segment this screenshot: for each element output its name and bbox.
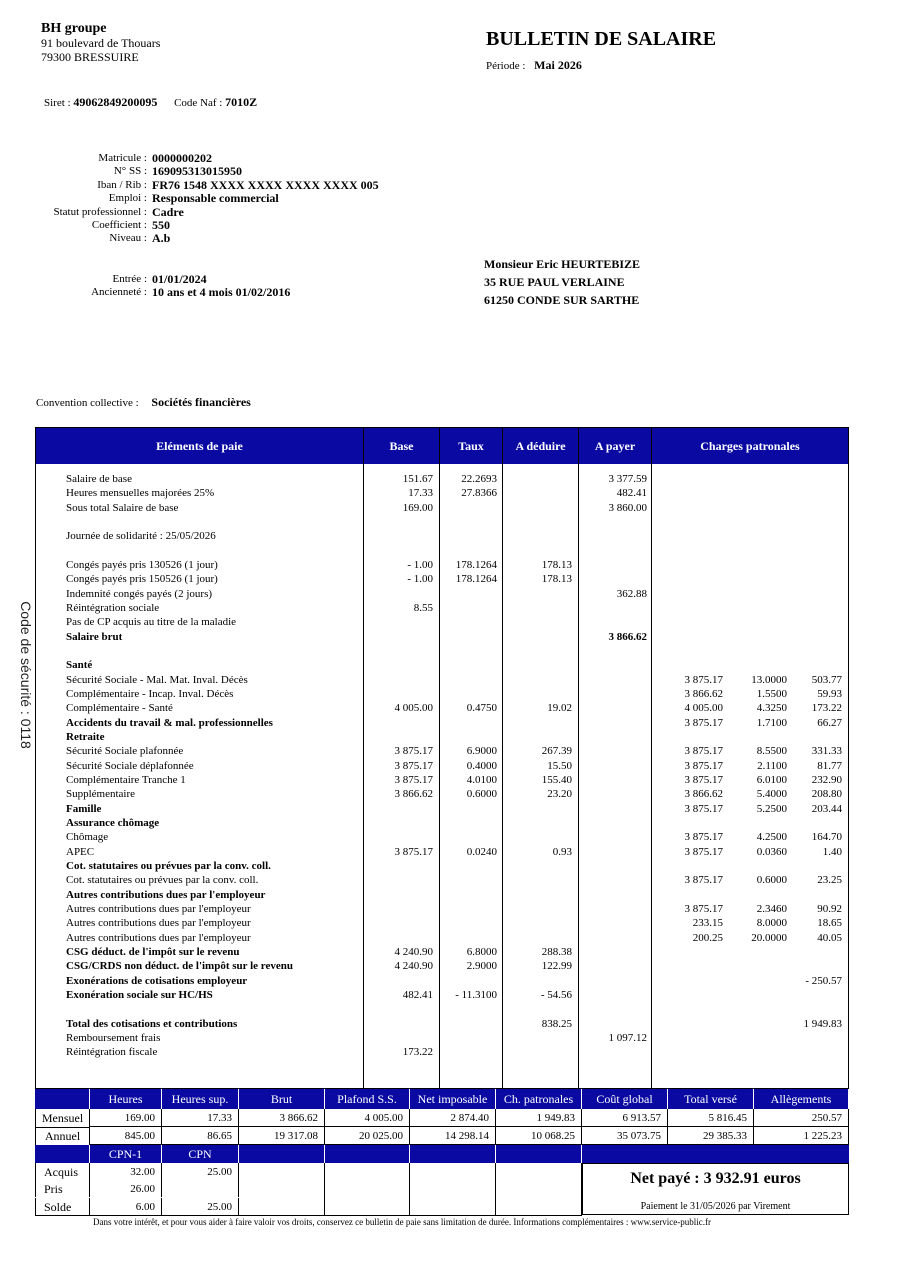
payslip-cell-taux: 6.9000 (466, 745, 497, 758)
payslip-cell-base: 17.33 (408, 487, 433, 500)
payslip-cell-base: 4 005.00 (394, 702, 433, 715)
payslip-cell-pb: 3 875.17 (684, 673, 723, 686)
payslip-row (36, 888, 848, 902)
payslip-cell-pay: 3 866.62 (608, 630, 647, 643)
employee-field-row (0, 192, 500, 205)
payslip-row (36, 1031, 848, 1045)
payslip-cell-pm: - 250.57 (805, 974, 842, 987)
payslip-cell-ded: - 54.56 (540, 988, 572, 1001)
payslip-cell-pb: 4 005.00 (684, 702, 723, 715)
payslip-row-label: Supplémentaire (66, 788, 136, 801)
payslip-cell-ded: 267.39 (541, 745, 572, 758)
payslip-row (36, 945, 848, 959)
payslip-row (36, 644, 848, 658)
periode-value: Mai 2026 (534, 58, 582, 72)
summary-cell: 3 866.62 (239, 1109, 325, 1127)
payslip-row-label: Salaire de base (66, 473, 132, 485)
cp-band-divider (324, 1145, 325, 1163)
cp-cell: 32.00 (90, 1163, 162, 1180)
summary-cell: 86.65 (162, 1127, 239, 1145)
payslip-cell-taux: - 11.3100 (455, 988, 497, 1001)
payslip-cell-pb: 3 875.17 (684, 831, 723, 844)
payslip-row-label: Cot. statutaires ou prévues par la conv. coll. (66, 874, 259, 887)
payslip-cell-pt: 4.2500 (756, 831, 787, 844)
payslip-cell-pm: 173.22 (811, 702, 842, 715)
payslip-cell-pb: 233.15 (692, 917, 723, 930)
payslip-cell-ded: 178.13 (541, 558, 572, 571)
payslip-cell-pt: 1.5500 (756, 687, 787, 700)
payslip-row (36, 845, 848, 859)
summary-cell: 1 949.83 (496, 1109, 582, 1127)
payslip-cell-taux: 178.1264 (455, 558, 497, 571)
employee-field-value: FR76 1548 XXXX XXXX XXXX XXXX 005 (152, 177, 379, 192)
payslip-row (36, 816, 848, 830)
date-field-label: Ancienneté : (91, 286, 147, 299)
payslip-row (36, 787, 848, 801)
payslip-row-label: Sécurité Sociale déplafonnée (66, 759, 194, 772)
payslip-cell-pay: 482.41 (616, 487, 647, 500)
payslip-cell-pb: 3 866.62 (684, 788, 723, 801)
payslip-row (36, 486, 848, 500)
payslip-row (36, 744, 848, 758)
payslip-row (36, 587, 848, 601)
payslip-cell-pt: 4.3250 (756, 702, 787, 715)
header-base: Base (389, 439, 414, 453)
cp-band-divider (238, 1145, 239, 1163)
payslip-cell-base: 3 866.62 (394, 788, 433, 801)
summary-cell: 29 385.33 (668, 1127, 754, 1145)
recipient-address (484, 255, 640, 309)
cp-header: CPN (162, 1145, 238, 1163)
cp-band-divider (581, 1145, 582, 1163)
summary-cell: 250.57 (754, 1109, 849, 1127)
summary-header: Allègements (754, 1089, 848, 1109)
payslip-cell-base: 482.41 (402, 988, 433, 1001)
employee-field-label: Iban / Rib : (97, 178, 147, 191)
payslip-row-label: Santé (66, 659, 93, 672)
employee-dates (0, 273, 500, 300)
cp-empty-cell (239, 1163, 325, 1216)
payslip-cell-pb: 3 875.17 (684, 802, 723, 815)
payslip-cell-base: 4 240.90 (394, 960, 433, 973)
payslip-row-label: Congés payés pris 130526 (1 jour) (66, 558, 218, 571)
employee-field-row (0, 206, 500, 219)
payslip-cell-ded: 155.40 (541, 773, 572, 786)
payslip-cell-pb: 3 875.17 (684, 902, 723, 915)
summary-cell: 5 816.45 (668, 1109, 754, 1127)
cp-band-divider (161, 1145, 162, 1163)
payslip-row (36, 873, 848, 887)
payslip-row (36, 1002, 848, 1016)
employee-field-label: N° SS : (113, 165, 147, 178)
recipient-city: 61250 CONDE SUR SARTHE (484, 293, 640, 307)
payslip-row-label: Exonération sociale sur HC/HS (66, 988, 213, 1001)
summary-cell: 6 913.57 (582, 1109, 668, 1127)
payslip-row (36, 630, 848, 644)
payslip-cell-pb: 3 875.17 (684, 773, 723, 786)
payslip-cell-pt: 2.3460 (756, 902, 787, 915)
payslip-row (36, 501, 848, 515)
payslip-cell-base: 8.55 (413, 601, 433, 614)
payslip-row (36, 529, 848, 543)
summary-cell: 1 225.23 (754, 1127, 849, 1145)
payslip-row-label: Réintégration sociale (66, 601, 160, 614)
payslip-cell-base: - 1.00 (407, 558, 433, 571)
summary-header: Plafond S.S. (325, 1089, 409, 1109)
cp-band-divider (89, 1145, 90, 1163)
payslip-cell-ded: 178.13 (541, 573, 572, 586)
security-code (16, 595, 36, 755)
employee-field-row (0, 165, 500, 178)
periode-label: Période : (486, 60, 526, 72)
payslip-cell-ded: 23.20 (547, 788, 572, 801)
payslip-cell-base: - 1.00 (407, 573, 433, 586)
payslip-cell-pm: 23.25 (817, 874, 842, 887)
payslip-row-label: Retraite (66, 730, 105, 743)
payslip-row-label: Indemnité congés payés (2 jours) (66, 587, 213, 600)
payslip-row-label: CSG déduct. de l'impôt sur le revenu (66, 945, 240, 958)
cp-row-label: Acquis (35, 1163, 90, 1180)
payslip-cell-pt: 0.0360 (756, 845, 787, 858)
payslip-cell-ded: 288.38 (541, 945, 572, 958)
cp-cell: 26.00 (90, 1180, 162, 1197)
employee-field-label: Niveau : (109, 232, 147, 245)
periode (486, 58, 582, 73)
employee-field-label: Matricule : (98, 152, 147, 164)
payslip-row (36, 687, 848, 701)
date-field-label: Entrée : (112, 273, 147, 285)
footer-note: Dans votre intérêt, et pour vous aider à faire valoir vos droits, conservez ce bulletin de paie sans limitation de durée. Informations complémentaires : www.service-public.fr (93, 1217, 711, 1227)
payslip-cell-pm: 232.90 (811, 773, 842, 786)
payslip-cell-base: 169.00 (402, 501, 433, 514)
summary-header: Heures (90, 1089, 161, 1109)
payslip-row (36, 601, 848, 615)
summary-cell: 169.00 (90, 1109, 162, 1127)
payslip-cell-pm: 66.27 (817, 716, 842, 729)
employee-field-value: Responsable commercial (152, 191, 279, 206)
payslip-row-label: Sécurité Sociale plafonnée (66, 745, 184, 758)
summary-row-label: Annuel (35, 1127, 90, 1146)
header-elements: Eléments de paie (156, 439, 243, 453)
net-pay: Net payé : 3 932.91 euros (630, 1170, 801, 1187)
payslip-row-label: APEC (66, 845, 95, 858)
summary-cell: 17.33 (162, 1109, 239, 1127)
summary-header: Brut (239, 1089, 324, 1109)
payslip-row (36, 1017, 848, 1031)
cp-band-divider (495, 1145, 496, 1163)
company-address-1: 91 boulevard de Thouars (41, 36, 161, 50)
payslip-row (36, 988, 848, 1002)
employee-field-value: 550 (152, 217, 170, 232)
summary-cell: 2 874.40 (410, 1109, 496, 1127)
payslip-cell-pm: 203.44 (811, 802, 842, 815)
date-field-row (0, 273, 500, 286)
payslip-row-label: Autres contributions dues par l'employeur (66, 917, 251, 930)
header-taux: Taux (458, 439, 484, 453)
payslip-cell-taux: 27.8366 (461, 487, 497, 500)
payslip-row (36, 572, 848, 586)
payslip-row-label: Complémentaire Tranche 1 (66, 773, 186, 786)
payslip-cell-ded: 19.02 (547, 702, 572, 715)
payslip-row-label: Chômage (66, 831, 109, 844)
cp-empty-cell (496, 1163, 582, 1216)
payslip-cell-taux: 0.0240 (466, 845, 497, 858)
payslip-cell-taux: 4.0100 (466, 773, 497, 786)
payslip-row-label: Autres contributions dues par l'employeur (66, 888, 266, 901)
payslip-row (36, 615, 848, 629)
recipient-street: 35 RUE PAUL VERLAINE (484, 275, 625, 289)
payslip-cell-pb: 3 875.17 (684, 845, 723, 858)
summary-header-blank (35, 1089, 89, 1109)
payslip-cell-pt: 20.0000 (751, 931, 787, 944)
payslip-row (36, 759, 848, 773)
payslip-row-label: Réintégration fiscale (66, 1046, 158, 1059)
summary-cell: 19 317.08 (239, 1127, 325, 1145)
payslip-cell-ded: 0.93 (552, 845, 572, 858)
payslip-cell-pt: 2.1100 (757, 759, 787, 772)
payslip-cell-pm: 40.05 (817, 931, 842, 944)
payslip-row-label: Cot. statutaires ou prévues par la conv. coll. (66, 859, 271, 872)
payslip-row-label: Exonérations de cotisations employeur (66, 974, 248, 987)
payslip-row-label: Sécurité Sociale - Mal. Mat. Inval. Décès (66, 673, 248, 686)
payslip-cell-base: 173.22 (402, 1046, 433, 1059)
header-charges: Charges patronales (700, 439, 800, 453)
payslip-cell-pb: 3 875.17 (684, 745, 723, 758)
security-code-text: Code de sécurité : 0118 (18, 601, 34, 749)
cp-cell (162, 1180, 239, 1197)
employee-field-row (0, 219, 500, 232)
payslip-cell-taux: 0.4750 (466, 702, 497, 715)
cp-band-divider (409, 1145, 410, 1163)
payslip-cell-pt: 13.0000 (751, 673, 787, 686)
employee-field-row (0, 152, 500, 165)
payslip-row (36, 701, 848, 715)
payslip-table-header (36, 428, 848, 464)
summary-header: Net imposable (410, 1089, 495, 1109)
payslip-cell-taux: 22.2693 (461, 473, 497, 485)
company-name: BH groupe (41, 21, 107, 36)
payslip-cell-pay: 3 377.59 (608, 473, 647, 485)
payslip-cell-pb: 3 875.17 (684, 874, 723, 887)
payslip-row-label: Salaire brut (66, 630, 123, 643)
convention-label: Convention collective : (36, 397, 139, 409)
payslip-cell-pb: 3 875.17 (684, 759, 723, 772)
payslip-cell-pb: 3 866.62 (684, 687, 723, 700)
payslip-cell-pt: 1.7100 (756, 716, 787, 729)
convention-collective (36, 395, 251, 410)
payslip-cell-ded: 122.99 (541, 960, 572, 973)
summary-cell: 845.00 (90, 1127, 162, 1145)
payslip-cell-pm: 331.33 (811, 745, 842, 758)
payslip-row (36, 859, 848, 873)
employee-field-value: Cadre (152, 204, 184, 219)
payslip-row (36, 830, 848, 844)
payslip-row-label: Total des cotisations et contributions (66, 1017, 238, 1030)
net-pay-box (582, 1163, 849, 1215)
summary-cell: 10 068.25 (496, 1127, 582, 1145)
payslip-row-label: Assurance chômage (66, 816, 160, 829)
payslip-row (36, 916, 848, 930)
payslip-row (36, 558, 848, 572)
convention-value: Sociétés financières (151, 395, 251, 409)
employee-field-value: 169095313015950 (152, 164, 242, 179)
payslip-row-label: Accidents du travail & mal. professionnelles (66, 716, 273, 729)
payslip-cell-pt: 0.6000 (756, 874, 787, 887)
payslip-cell-ded: 15.50 (547, 759, 572, 772)
payslip-cell-taux: 2.9000 (466, 960, 497, 973)
cp-empty-cell (325, 1163, 410, 1216)
payslip-cell-base: 3 875.17 (394, 745, 433, 758)
payslip-cell-base: 3 875.17 (394, 845, 433, 858)
payslip-cell-pt: 5.2500 (756, 802, 787, 815)
payslip-row-label: Journée de solidarité : 25/05/2026 (66, 530, 216, 543)
company-address-2: 79300 BRESSUIRE (41, 50, 139, 64)
payslip-cell-base: 3 875.17 (394, 759, 433, 772)
payslip-row (36, 773, 848, 787)
payslip-cell-pt: 8.0000 (756, 917, 787, 930)
siret-value: 49062849200095 (73, 95, 158, 109)
payslip-row-label: Autres contributions dues par l'employeur (66, 902, 251, 915)
payslip-cell-taux: 178.1264 (455, 573, 497, 586)
payslip-cell-pt: 8.5500 (756, 745, 787, 758)
employee-field-value: A.b (152, 231, 171, 246)
payslip-row (36, 974, 848, 988)
summary-header: Coût global (582, 1089, 667, 1109)
summary-cell: 14 298.14 (410, 1127, 496, 1145)
payslip-cell-pm: 164.70 (811, 831, 842, 844)
payslip-row-label: Autres contributions dues par l'employeur (66, 931, 251, 944)
employee-info (0, 152, 500, 246)
payslip-row (36, 802, 848, 816)
payslip-row (36, 515, 848, 529)
payslip-row-label: Remboursement frais (66, 1031, 161, 1044)
payslip-cell-pb: 3 875.17 (684, 716, 723, 729)
employee-field-value: 0000000202 (152, 151, 212, 165)
payslip-row-label: Congés payés pris 150526 (1 jour) (66, 573, 218, 586)
cp-cell: 25.00 (162, 1198, 239, 1216)
payslip-cell-taux: 0.6000 (466, 788, 497, 801)
payslip-cell-pay: 362.88 (616, 587, 647, 600)
payslip-cell-pm: 18.65 (817, 917, 842, 930)
payslip-row (36, 544, 848, 558)
company-ids (44, 95, 257, 110)
payslip-row (36, 730, 848, 744)
payment-info: Paiement le 31/05/2026 par Virement (640, 1201, 791, 1212)
payslip-row-label: Famille (66, 802, 102, 815)
summary-cell: 35 073.75 (582, 1127, 668, 1145)
payslip-row (36, 658, 848, 672)
payslip-row (36, 472, 848, 486)
employee-field-label: Coefficient : (91, 218, 147, 231)
payslip-row (36, 959, 848, 973)
payslip-row-label: Sous total Salaire de base (66, 501, 179, 514)
payslip-row-label: Pas de CP acquis au titre de la maladie (66, 616, 237, 629)
payslip-cell-base: 151.67 (402, 473, 433, 485)
payslip-cell-pt: 5.4000 (756, 788, 787, 801)
date-field-row (0, 286, 500, 299)
payslip-cell-pm: 81.77 (817, 759, 842, 772)
payslip-cell-base: 3 875.17 (394, 773, 433, 786)
naf-value: 7010Z (225, 95, 258, 109)
payslip-cell-pb: 200.25 (692, 931, 723, 944)
naf-label: Code Naf : (174, 97, 223, 109)
payslip-row (36, 931, 848, 945)
payslip-cell-pm: 1.40 (822, 845, 842, 858)
header-deduire: A déduire (515, 439, 566, 453)
payslip-cell-base: 4 240.90 (394, 945, 433, 958)
summary-header: Heures sup. (162, 1089, 238, 1109)
siret-label: Siret : (44, 97, 71, 109)
payslip-cell-taux: 6.8000 (466, 945, 497, 958)
summary-header: Total versé (668, 1089, 753, 1109)
summary-row-label: Mensuel (35, 1109, 90, 1128)
payslip-cell-ded: 838.25 (541, 1017, 572, 1030)
summary-cell: 20 025.00 (325, 1127, 410, 1145)
header-payer: A payer (594, 439, 636, 453)
date-field-value: 10 ans et 4 mois 01/02/2016 (152, 285, 291, 300)
payslip-table (35, 427, 849, 1089)
payslip-cell-pt: 6.0100 (756, 773, 787, 786)
payslip-row (36, 716, 848, 730)
cp-empty-cell (410, 1163, 496, 1216)
summary-cell: 4 005.00 (325, 1109, 410, 1127)
payslip-cell-pm: 503.77 (811, 673, 842, 686)
payslip-cell-pm: 1 949.83 (803, 1017, 842, 1030)
payslip-row-label: Heures mensuelles majorées 25% (66, 487, 215, 500)
payslip-cell-pay: 1 097.12 (608, 1031, 647, 1044)
summary-header: Ch. patronales (496, 1089, 581, 1109)
recipient-name: Monsieur Eric HEURTEBIZE (484, 257, 641, 271)
payslip-row-label: Complémentaire - Incap. Inval. Décès (66, 687, 234, 700)
cp-row-label: Pris (35, 1180, 90, 1197)
payslip-row (36, 902, 848, 916)
company-block (41, 22, 160, 64)
date-field-value: 01/01/2024 (152, 272, 207, 286)
payslip-row-label: CSG/CRDS non déduct. de l'impôt sur le revenu (66, 960, 293, 973)
payslip-row (36, 1045, 848, 1059)
payslip-cell-taux: 0.4000 (466, 759, 497, 772)
employee-field-label: Emploi : (108, 192, 147, 205)
cp-header: CPN-1 (90, 1145, 161, 1163)
payslip-cell-pm: 90.92 (817, 902, 842, 915)
cp-cell: 25.00 (162, 1163, 239, 1180)
payslip-cell-pm: 208.80 (811, 788, 842, 801)
employee-field-label: Statut professionnel : (53, 205, 147, 218)
employee-field-row (0, 232, 500, 245)
payslip-cell-pay: 3 860.00 (608, 501, 647, 514)
employee-field-row (0, 179, 500, 192)
cp-cell: 6.00 (90, 1198, 162, 1216)
payslip-row-label: Complémentaire - Santé (66, 702, 173, 715)
document-title: BULLETIN DE SALAIRE (486, 28, 717, 50)
cp-row-label: Solde (35, 1198, 90, 1216)
payslip-cell-pm: 59.93 (817, 687, 842, 700)
payslip-row (36, 673, 848, 687)
